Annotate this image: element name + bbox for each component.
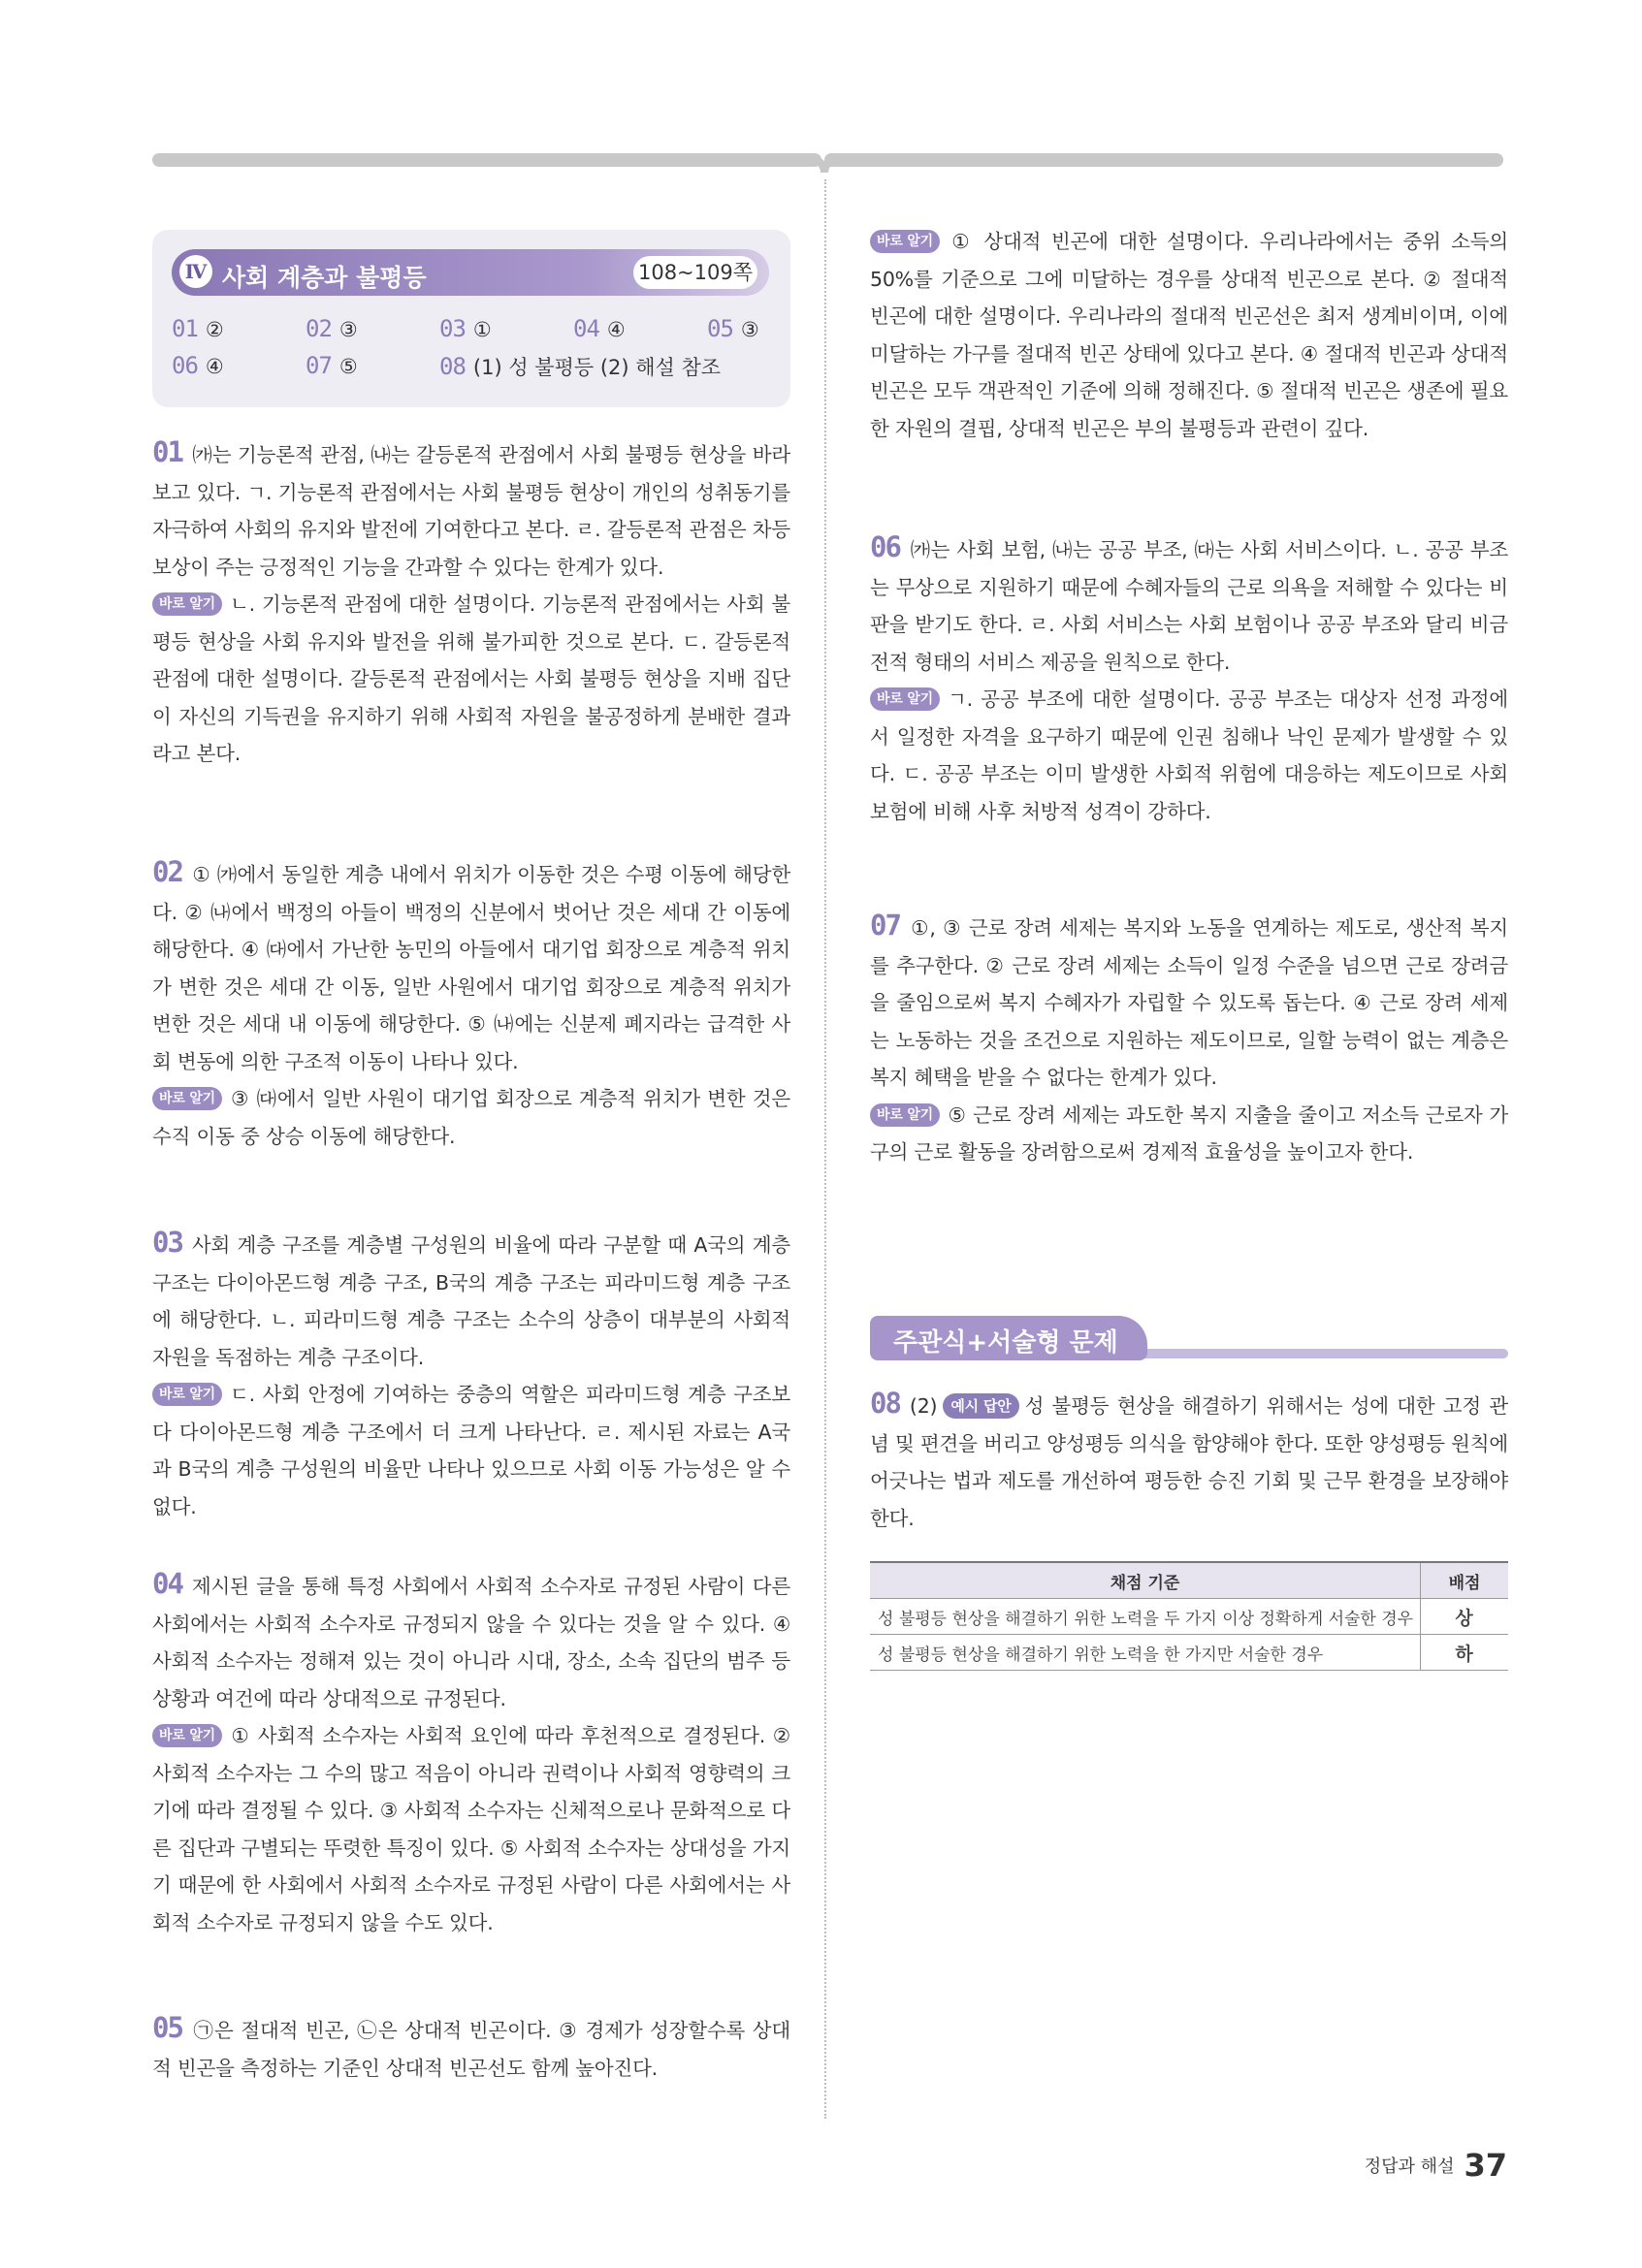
correction-badge: 바로 알기 bbox=[152, 592, 222, 616]
answer-key bbox=[172, 315, 773, 389]
explanation-05 bbox=[152, 2009, 790, 2087]
unit-number-badge: Ⅳ bbox=[179, 255, 212, 288]
answer-item: 03 ① bbox=[439, 315, 492, 342]
footer-label: 정답과 해설 bbox=[1364, 2156, 1455, 2177]
answer-row bbox=[172, 352, 773, 389]
correction-badge: 바로 알기 bbox=[870, 1103, 940, 1127]
explanation-text: ㉠은 절대적 빈곤, ㉡은 상대적 빈곤이다. ③ 경제가 성장할수록 상대적 빈곤을 측정하는 기준인 상대적 빈곤선도 함께 높아진다. bbox=[152, 2019, 790, 2080]
question-number: 01 bbox=[152, 435, 182, 468]
section-title: 주관식+서술형 문제 bbox=[893, 1328, 1118, 1358]
explanation-07 bbox=[870, 907, 1508, 1171]
score-cell: 상 bbox=[1421, 1599, 1509, 1635]
question-number: 03 bbox=[152, 1226, 182, 1259]
correction-text: ㄱ. 공공 부조에 대한 설명이다. 공공 부조는 대상자 선정 과정에서 일정한 자격을 요구하기 때문에 인권 침해나 낙인 문제가 발생할 수 있다. ㄷ. 공공 부조는 이미 발생한 사회적 위험에 대응하는 제도이므로 사회 보험에 비해 사후 처방적 성격이 강하다. bbox=[870, 687, 1508, 823]
correction-text: ③ ㈐에서 일반 사원이 대기업 회장으로 계층적 위치가 변한 것은 수직 이동 중 상승 이동에 해당한다. bbox=[152, 1087, 790, 1148]
top-rule-left bbox=[152, 153, 821, 167]
example-answer-text: 성 불평등 현상을 해결하기 위해서는 성에 대한 고정 관념 및 편견을 버리고 양성평등 의식을 함양해야 한다. 또한 양성평등 원칙에 어긋나는 법과 제도를 개선하여 평등한 승진 기회 및 근무 환경을 보장해야 한다. bbox=[870, 1394, 1508, 1530]
answer-row bbox=[172, 315, 773, 352]
explanation-02 bbox=[152, 853, 790, 1155]
score-header: 배점 bbox=[1421, 1562, 1509, 1599]
grading-header-row bbox=[870, 1562, 1508, 1599]
correction-badge: 바로 알기 bbox=[870, 687, 940, 711]
correction-badge: 바로 알기 bbox=[152, 1724, 222, 1747]
section-header bbox=[870, 1316, 1508, 1368]
page-range-pill: 108~109쪽 bbox=[633, 256, 757, 289]
answer-item: 04 ④ bbox=[573, 315, 626, 342]
grading-table bbox=[870, 1561, 1508, 1671]
table-row bbox=[870, 1635, 1508, 1671]
explanation-03 bbox=[152, 1224, 790, 1525]
explanation-06 bbox=[870, 528, 1508, 830]
question-number: 04 bbox=[152, 1567, 182, 1600]
top-rule-notch bbox=[797, 145, 852, 176]
column-divider bbox=[824, 179, 826, 2119]
explanation-text: ㈎는 사회 보험, ㈏는 공공 부조, ㈐는 사회 서비스이다. ㄴ. 공공 부조는 무상으로 지원하기 때문에 수혜자들의 근로 의욕을 저해할 수 있다는 비판을 받기도 한다. ㄹ. 사회 서비스는 사회 보험이나 공공 부조와 달리 비금전적 형태의 서비스 제공을 원칙으로 한다. bbox=[870, 538, 1508, 674]
explanation-text: ① ㈎에서 동일한 계층 내에서 위치가 이동한 것은 수평 이동에 해당한다. ② ㈏에서 백정의 아들이 백정의 신분에서 벗어난 것은 세대 간 이동에 해당한다. ④ ㈐에서 가난한 농민의 아들에서 대기업 회장으로 계층적 위치가 변한 것은 세대 간 이동, 일반 사원에서 대기업 회장으로 계층적 위치가 변한 것은 세대 내 이동에 해당한다. ⑤ ㈏에는 신분제 폐지라는 급격한 사회 변동에 의한 구조적 이동이 나타나 있다. bbox=[152, 863, 790, 1073]
question-number: 05 bbox=[152, 2011, 182, 2044]
correction-text: ㄷ. 사회 안정에 기여하는 중층의 역할은 피라미드형 계층 구조보다 다이아몬드형 계층 구조에서 더 크게 나타난다. ㄹ. 제시된 자료는 A국과 B국의 계층 구성원의 비율만 나타나 있으므로 사회 이동 가능성은 알 수 없다. bbox=[152, 1383, 790, 1518]
correction-badge: 바로 알기 bbox=[152, 1383, 222, 1406]
section-underline bbox=[1132, 1349, 1508, 1358]
correction-badge: 바로 알기 bbox=[870, 230, 940, 253]
explanation-08 bbox=[870, 1385, 1508, 1537]
unit-title: 사회 계층과 불평등 bbox=[222, 264, 427, 292]
question-number: 06 bbox=[870, 530, 900, 563]
explanation-text: 제시된 글을 통해 특정 사회에서 사회적 소수자로 규정된 사람이 다른 사회에서는 사회적 소수자로 규정되지 않을 수 있다는 것을 알 수 있다. ④ 사회적 소수자는 정해져 있는 것이 아니라 시대, 장소, 소속 집단의 범주 등 상황과 여건에 따라 상대적으로 규정된다. bbox=[152, 1575, 790, 1710]
explanation-01 bbox=[152, 433, 790, 773]
page-number: 37 bbox=[1464, 2147, 1507, 2184]
question-number: 08 bbox=[870, 1387, 900, 1420]
answer-item: 08 (1) 성 불평등 (2) 해설 참조 bbox=[439, 353, 722, 380]
answer-item: 01 ② bbox=[172, 315, 224, 342]
top-rule-right bbox=[824, 153, 1503, 167]
criteria-header: 채점 기준 bbox=[870, 1562, 1421, 1599]
sub-question-label: (2) bbox=[909, 1394, 938, 1418]
answer-summary-card bbox=[152, 230, 790, 407]
explanation-04 bbox=[152, 1565, 790, 1941]
score-cell: 하 bbox=[1421, 1635, 1509, 1671]
correction-badge: 바로 알기 bbox=[152, 1087, 222, 1110]
answer-item: 02 ③ bbox=[306, 315, 358, 342]
page-footer bbox=[1365, 2147, 1507, 2184]
question-number: 07 bbox=[870, 909, 900, 942]
correction-text: ⑤ 근로 장려 세제는 과도한 복지 지출을 줄이고 저소득 근로자 가구의 근로 활동을 장려함으로써 경제적 효율성을 높이고자 한다. bbox=[870, 1102, 1508, 1164]
explanation-text: ①, ③ 근로 장려 세제는 복지와 노동을 연계하는 제도로, 생산적 복지를 추구한다. ② 근로 장려 세제는 소득이 일정 수준을 넘으면 근로 장려금을 줄임으로써 복지 수혜자가 자립할 수 있도록 돕는다. ④ 근로 장려 세제는 노동하는 것을 조건으로 지원하는 제도이므로, 일할 능력이 없는 계층은 복지 혜택을 받을 수 없다는 한계가 있다. bbox=[870, 916, 1508, 1089]
answer-item: 05 ③ bbox=[707, 315, 759, 342]
answer-item: 06 ④ bbox=[172, 352, 224, 379]
criteria-cell: 성 불평등 현상을 해결하기 위한 노력을 한 가지만 서술한 경우 bbox=[870, 1635, 1421, 1671]
criteria-cell: 성 불평등 현상을 해결하기 위한 노력을 두 가지 이상 정확하게 서술한 경우 bbox=[870, 1599, 1421, 1635]
explanation-text: 사회 계층 구조를 계층별 구성원의 비율에 따라 구분할 때 A국의 계층 구조는 다이아몬드형 계층 구조, B국의 계층 구조는 피라미드형 계층 구조에 해당한다. ㄴ. 피라미드형 계층 구조는 소수의 상층이 대부분의 사회적 자원을 독점하는 계층 구조이다. bbox=[152, 1233, 790, 1369]
correction-05 bbox=[870, 223, 1508, 447]
correction-text: ㄴ. 기능론적 관점에 대한 설명이다. 기능론적 관점에서는 사회 불평등 현상을 사회 유지와 발전을 위해 불가피한 것으로 본다. ㄷ. 갈등론적 관점에 대한 설명이다. 갈등론적 관점에서는 사회 불평등 현상을 지배 집단이 자신의 기득권을 유지하기 위해 사회적 자원을 불공정하게 분배한 결과라고 본다. bbox=[152, 592, 790, 765]
explanation-text: ㈎는 기능론적 관점, ㈏는 갈등론적 관점에서 사회 불평등 현상을 바라보고 있다. ㄱ. 기능론적 관점에서는 사회 불평등 현상이 개인의 성취동기를 자극하여 사회의 유지와 발전에 기여한다고 본다. ㄹ. 갈등론적 관점은 차등 보상이 주는 긍정적인 기능을 간과할 수 있다는 한계가 있다. bbox=[152, 443, 790, 579]
correction-text: ① 사회적 소수자는 사회적 요인에 따라 후천적으로 결정된다. ② 사회적 소수자는 그 수의 많고 적음이 아니라 권력이나 사회적 영향력의 크기에 따라 결정될 수 있다. ③ 사회적 소수자는 신체적으로나 문화적으로 다른 집단과 구별되는 뚜렷한 특징이 있다. ⑤ 사회적 소수자는 상대성을 가지기 때문에 한 사회에서 사회적 소수자로 규정된 사람이 다른 사회에서는 사회적 소수자로 규정되지 않을 수도 있다. bbox=[152, 1724, 790, 1934]
example-answer-badge: 예시 답안 bbox=[943, 1393, 1018, 1419]
answer-item: 07 ⑤ bbox=[306, 352, 358, 379]
correction-text: ① 상대적 빈곤에 대한 설명이다. 우리나라에서는 중위 소득의 50%를 기준으로 그에 미달하는 경우를 상대적 빈곤으로 본다. ② 절대적 빈곤에 대한 설명이다. 우리나라의 절대적 빈곤선은 최저 생계비이며, 이에 미달하는 가구를 절대적 빈곤 상태에 있다고 본다. ④ 절대적 빈곤과 상대적 빈곤은 모두 객관적인 기준에 의해 정해진다. ⑤ 절대적 빈곤은 생존에 필요한 자원의 결핍, 상대적 빈곤은 부의 불평등과 관련이 깊다. bbox=[870, 230, 1508, 440]
table-row bbox=[870, 1599, 1508, 1635]
question-number: 02 bbox=[152, 855, 182, 888]
unit-header-bar bbox=[172, 249, 769, 296]
